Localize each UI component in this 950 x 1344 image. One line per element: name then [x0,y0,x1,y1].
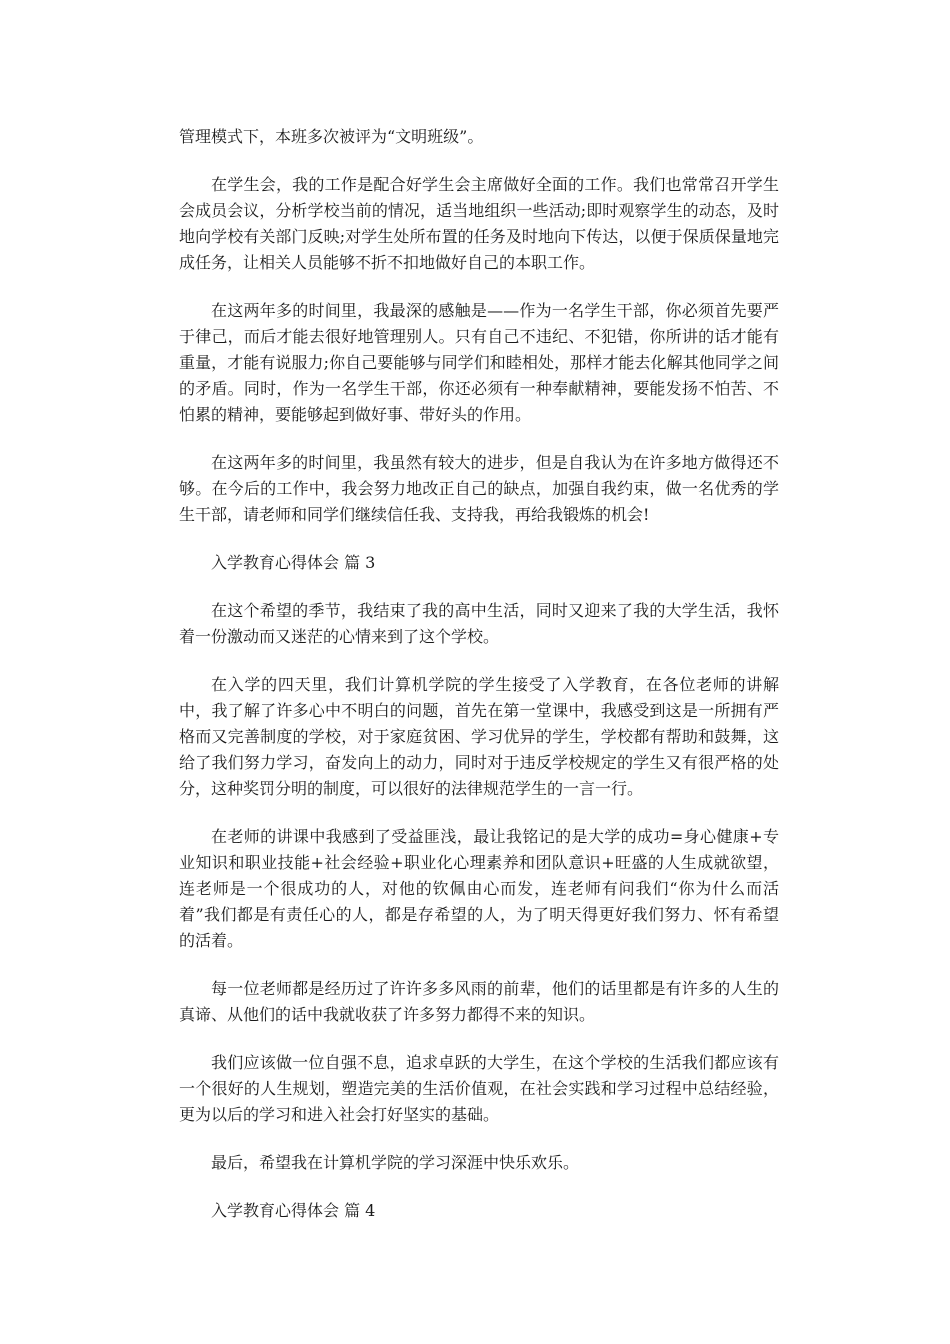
paragraph: 在这两年多的时间里，我最深的感触是——作为一名学生干部，你必须首先要严于律己，而后才能去很好地管理别人。只有自己不违纪、不犯错，你所讲的话才能有重量，才能有说服力;你自己要能够与同学们和睦相处，那样才能去化解其他同学之间的矛盾。同时，作为一名学生干部，你还必须有一种奉献精神，要能发扬不怕苦、不怕累的精神，要能够起到做好事、带好头的作用。 [179,301,779,424]
paragraph: 在学生会，我的工作是配合好学生会主席做好全面的工作。我们也常常召开学生会成员会议，分析学校当前的情况，适当地组织一些活动;即时观察学生的动态，及时地向学校有关部门反映;对学生处所布置的任务及时地向下传达，以便于保质保量地完成任务，让相关人员能够不折不扣地做好自己的本职工作。 [179,175,779,272]
paragraph: 在入学的四天里，我们计算机学院的学生接受了入学教育，在各位老师的讲解中，我了解了许多心中不明白的问题，首先在第一堂课中，我感受到这是一所拥有严格而又完善制度的学校，对于家庭贫困、学习优异的学生，学校都有帮助和鼓舞，这给了我们努力学习，奋发向上的动力，同时对于违反学校规定的学生又有很严格的处分，这种奖罚分明的制度，可以很好的法律规范学生的一言一行。 [179,675,779,798]
paragraph: 我们应该做一位自强不息，追求卓跃的大学生，在这个学校的生活我们都应该有一个很好的人生规划，塑造完美的生活价值观，在社会实践和学习过程中总结经验，更为以后的学习和进入社会打好坚实的基础。 [179,1053,779,1124]
paragraph: 在老师的讲课中我感到了受益匪浅，最让我铭记的是大学的成功=身心健康+专业知识和职业技能+社会经验+职业化心理素养和团队意识+旺盛的人生成就欲望，连老师是一个很成功的人，对他的钦佩由心而发，连老师有问我们“你为什么而活着”我们都是有责任心的人，都是存希望的人，为了明天得更好我们努力、怀有希望的活着。 [179,827,779,950]
paragraph: 每一位老师都是经历过了许许多多风雨的前辈，他们的话里都是有许多的人生的真谛、从他们的话中我就收获了许多努力都得不来的知识。 [179,979,779,1024]
section-heading: 入学教育心得体会 篇 4 [211,1201,376,1220]
paragraph: 最后，希望我在计算机学院的学习深涯中快乐欢乐。 [211,1153,580,1172]
paragraph: 在这两年多的时间里，我虽然有较大的进步，但是自我认为在许多地方做得还不够。在今后的工作中，我会努力地改正自己的缺点，加强自我约束，做一名优秀的学生干部，请老师和同学们继续信任我、支持我，再给我锻炼的机会! [179,453,779,524]
section-heading: 入学教育心得体会 篇 3 [211,553,376,572]
paragraph: 在这个希望的季节，我结束了我的高中生活，同时又迎来了我的大学生活，我怀着一份激动而又迷茫的心情来到了这个学校。 [179,601,779,646]
document-body [179,124,779,1246]
paragraph: 管理模式下，本班多次被评为“文明班级”。 [179,127,484,146]
